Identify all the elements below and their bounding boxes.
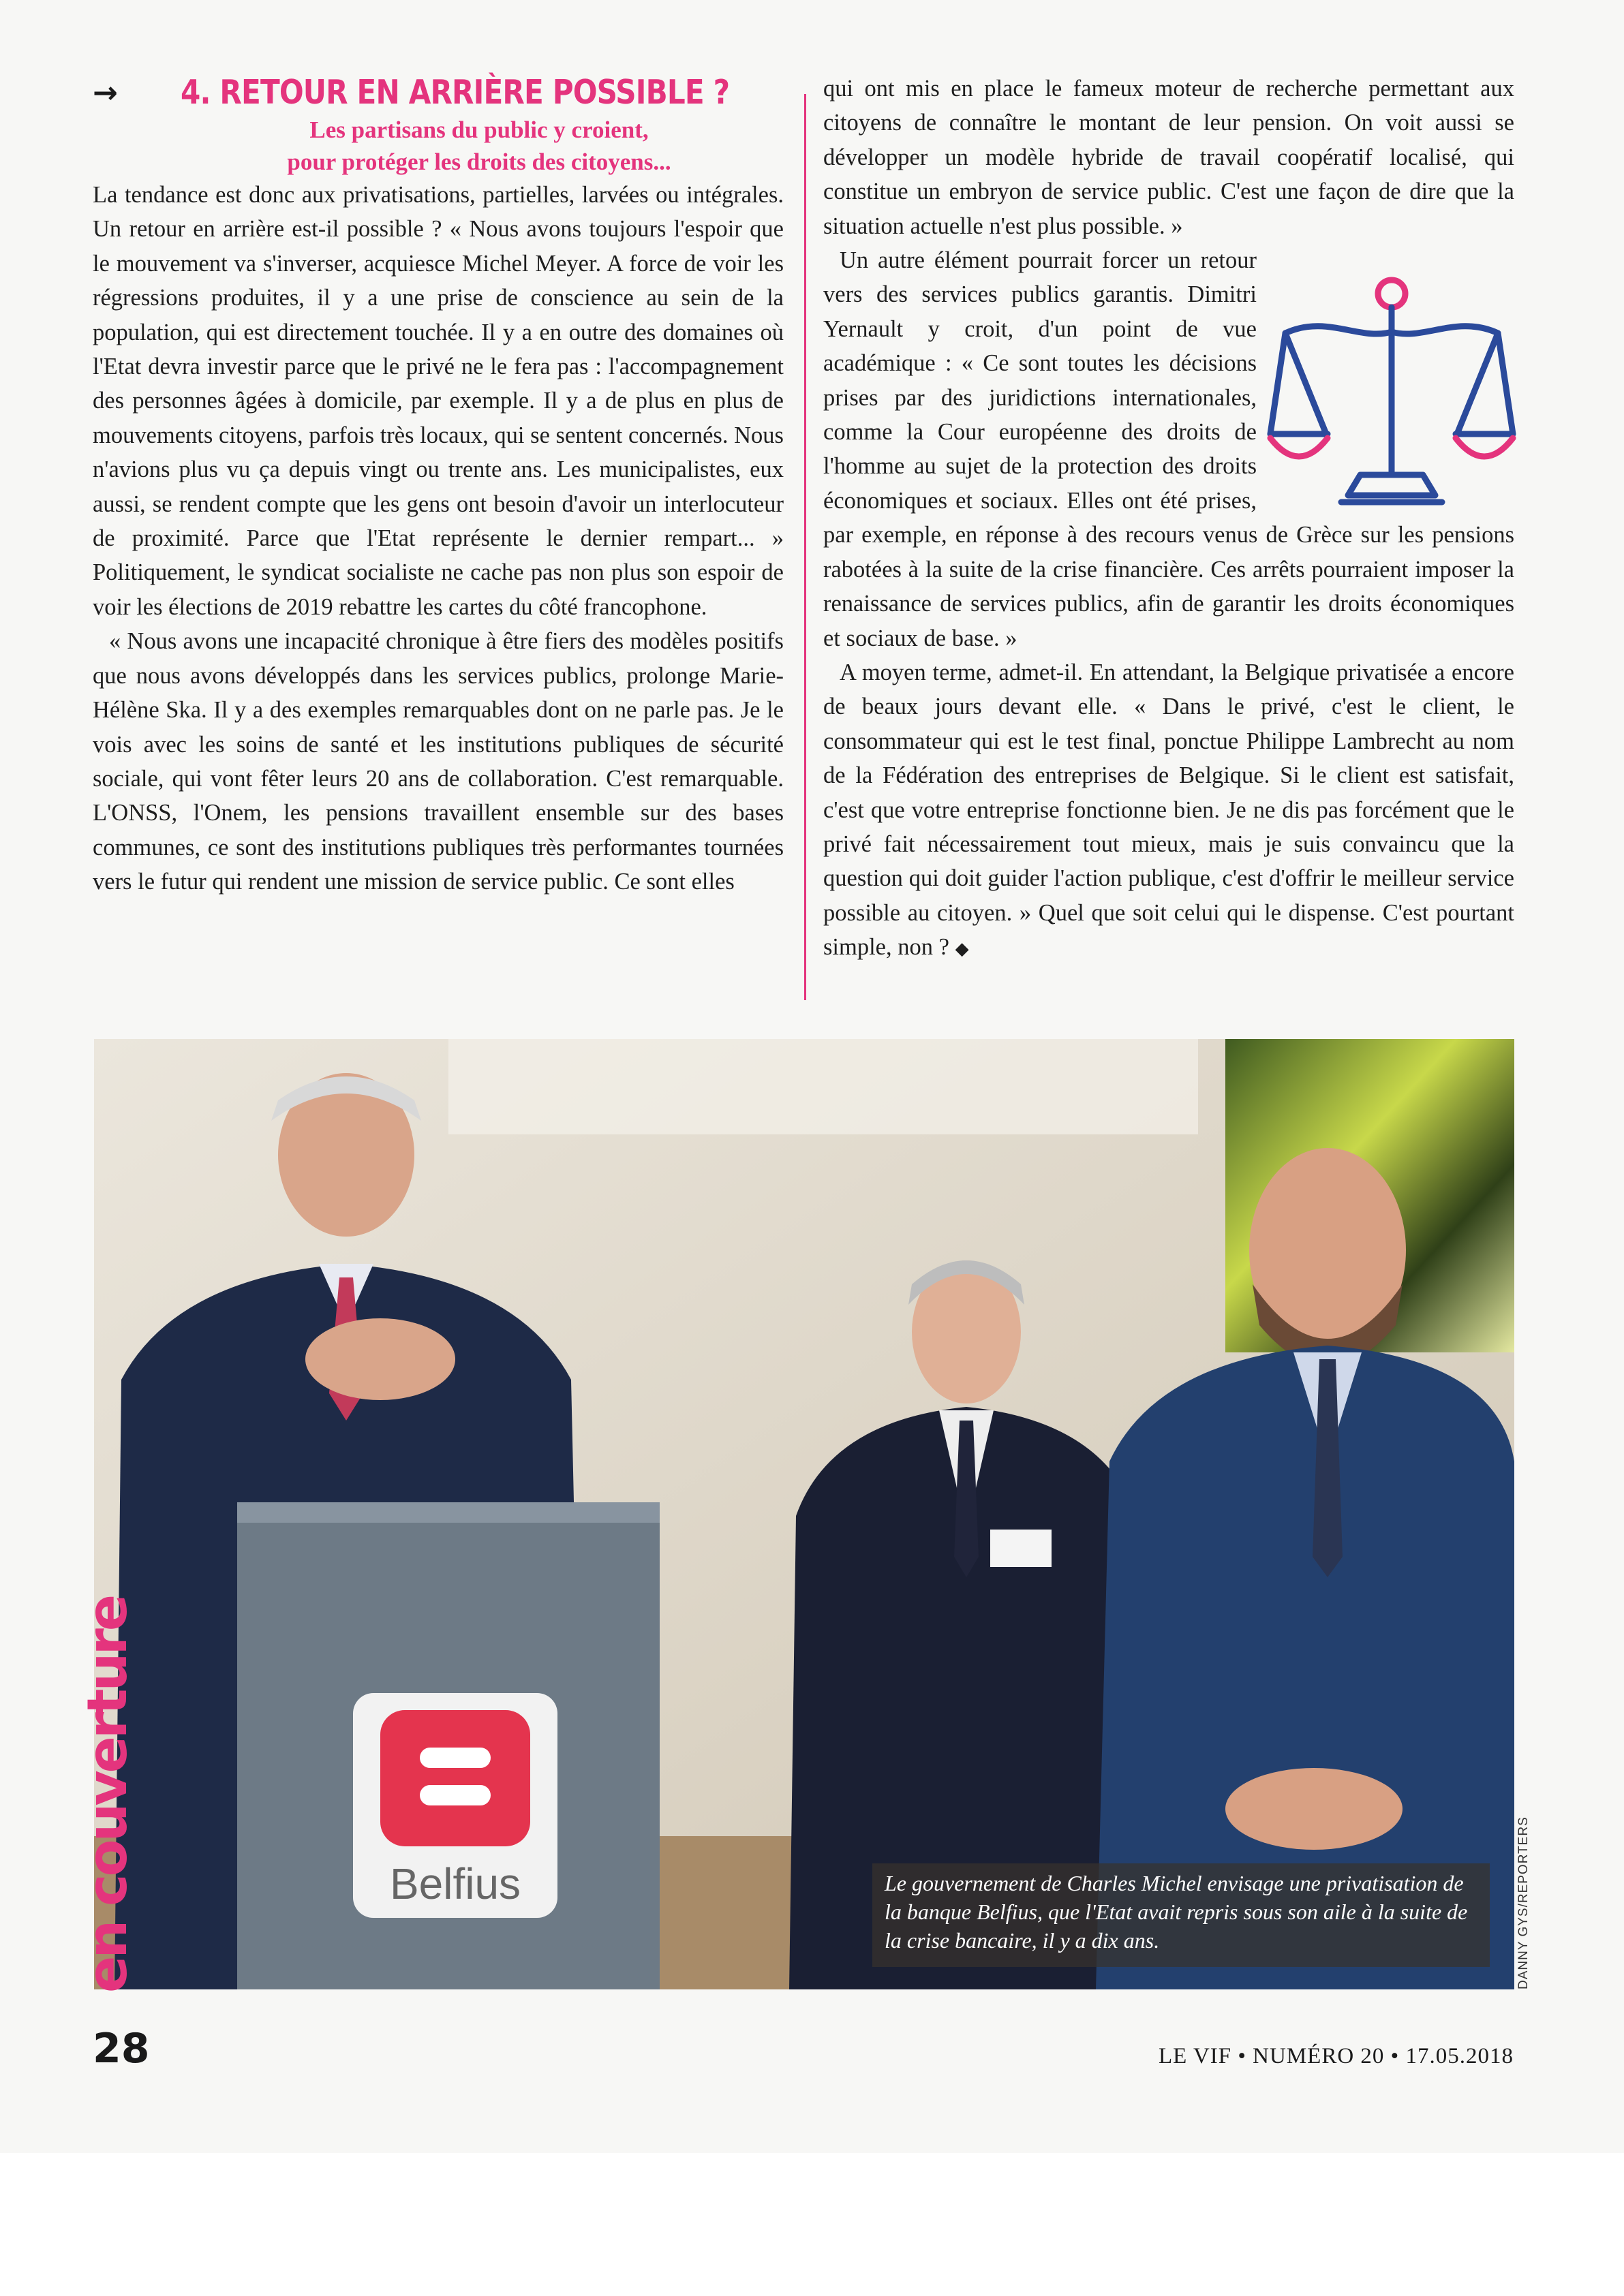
heading-text: RETOUR EN ARRIÈRE POSSIBLE ?	[219, 73, 730, 112]
right-column	[823, 72, 1514, 967]
body-paragraph: « Nous avons une incapacité chronique à être fiers des modèles positifs que nous avons développés dans les services publics, prolonge Marie-Hélène Ska. Il y a des exemples remarquables dont on ne parle pas. Je le vois avec les soins de santé et les institutions publiques de sécurité sociale, qui vont fêter leurs 20 ans de collaboration. C'est remarquable. L'ONSS, l'Onem, les pensions travaillent ensemble sur des bases communes, ce sont des institutions publiques très performantes tournées vers le futur qui rendent une mission de service public. Ce sont elles	[93, 628, 784, 895]
paragraph-text: A moyen terme, admet-il. En attendant, la Belgique privatisée a encore de beaux jours devant elle. « Dans le privé, c'est le client, le consommateur qui est le test final, ponctue Philippe Lambrecht au nom de la Fédération des entreprises de Belgique. Si le client est satisfait, c'est que votre entreprise fonctionne bien. Je ne dis pas forcément que le privé fait nécessairement tout mieux, mais je suis convaincu que la question qui doit guider l'action publique, c'est d'offrir le meilleur service possible au citoyen. » Quel que soit celui qui le dispense. C'est pourtant simple, non ?	[823, 659, 1514, 961]
photo-caption: Le gouvernement de Charles Michel envisage une privatisation de la banque Belfius, que l'Etat avait repris sous son aile à la suite de la crise bancaire, il y a dix ans.	[872, 1863, 1490, 1967]
body-paragraph	[823, 655, 1514, 967]
body-paragraph: La tendance est donc aux privatisations, partielles, larvées ou intégrales. Un retour en arrière est-il possible ? « Nous avons toujours l'espoir que le mouvement va s'inverser, acquiesce Michel Meyer. A force de voir les régressions produites, il y a une prise de conscience au sein de la population, qui est directement touchée. Il y a en outre des domaines où l'Etat devra investir parce que le privé ne le fera pas : l'accompagnement des personnes âgées à domicile, par exemple. Il y a de plus en plus de mouvements citoyens, parfois très locaux, qui se sentent concernés. Nous n'avions plus vu ça depuis vingt ou trente ans. Les municipalistes, eux aussi, se rendent compte que les gens ont besoin d'avoir un interlocuteur de proximité. Parce que l'Etat représente le dernier rempart... » Politiquement, le syndicat socialiste ne cache pas non plus son espoir de voir les élections de 2019 rebattre les cartes du côté francophone.	[93, 182, 784, 620]
page-number: 28	[93, 2025, 150, 2073]
photo-credit: DANNY GYS/REPORTERS	[1516, 1816, 1531, 1989]
subheading-line-1: Les partisans du public y croient,	[309, 117, 649, 143]
subheading-line-2: pour protéger les droits des citoyens...	[287, 149, 671, 175]
section-heading	[93, 72, 730, 114]
column-divider	[804, 94, 806, 1000]
folio: LE VIF • NUMÉRO 20 • 17.05.2018	[1158, 2044, 1514, 2068]
body-paragraph: Un autre élément pourrait forcer un retour vers des services publics garantis. Dimitri Yernault y croit, d'un point de vue académique : « Ce sont toutes les décisions prises par des juridictions internationales, comme la Cour européenne des droits de l'homme au sujet de la protection des droits économiques et sociaux. Elles ont été prises, par exemple, en réponse à des recours venus de Grèce sur les pensions rabotées à la suite de la crise financière. Ces arrêts pourraient imposer la renaissance de services publics, afin de garantir les droits économiques et sociaux de base. »	[823, 247, 1514, 651]
left-column	[93, 72, 784, 899]
scales-of-justice-icon	[1265, 270, 1518, 516]
body-paragraph: qui ont mis en place le fameux moteur de recherche permettant aux citoyens de connaître le montant de leur pension. On voit aussi se développer un modèle hybride de travail coopératif localisé, qui constitue un embryon de service public. C'est une façon de dire que la situation actuelle n'est plus possible. »	[823, 76, 1514, 239]
event-photo	[94, 1039, 1514, 1989]
heading-number: 4.	[181, 73, 211, 112]
arrow-right-icon: →	[93, 76, 118, 110]
belfius-logo-text: Belfius	[389, 1859, 521, 1908]
end-mark: ◆	[955, 939, 969, 959]
section-tab: en couverture	[76, 1596, 139, 1993]
